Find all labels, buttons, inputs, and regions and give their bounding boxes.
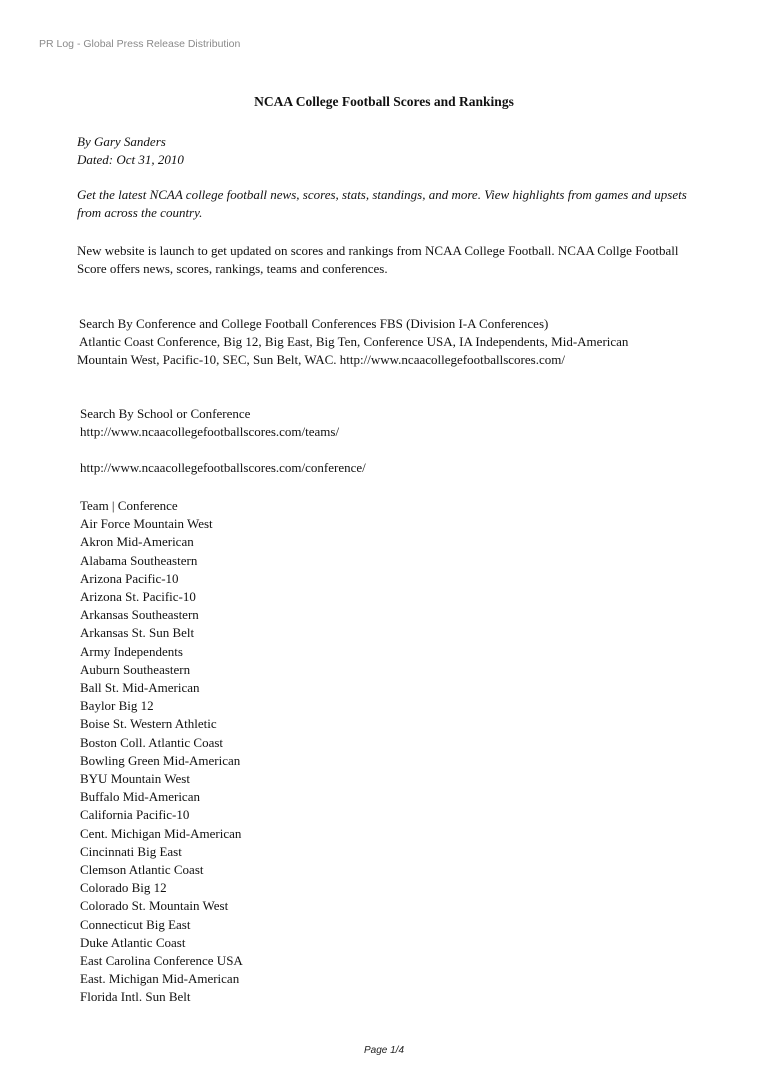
team-row: Arkansas St. Sun Belt: [80, 625, 195, 641]
team-row: Air Force Mountain West: [80, 516, 213, 532]
team-list: [80, 497, 700, 1007]
team-row: East. Michigan Mid-American: [80, 971, 240, 987]
search-conference-line-3: Mountain West, Pacific-10, SEC, Sun Belt, WAC. http://www.ncaacollegefootballscores.com/: [77, 352, 565, 368]
team-row: Cincinnati Big East: [80, 843, 182, 859]
team-row: Baylor Big 12: [80, 698, 154, 714]
team-list-header: Team | Conference: [80, 498, 178, 513]
team-row: Boston Coll. Atlantic Coast: [80, 734, 224, 750]
team-row: Army Independents: [80, 643, 183, 659]
team-row: Auburn Southeastern: [80, 661, 191, 677]
conference-url: http://www.ncaacollegefootballscores.com/conference/: [80, 460, 366, 475]
page-header-source: PR Log - Global Press Release Distribution: [39, 38, 241, 50]
team-row: Connecticut Big East: [80, 916, 191, 932]
team-row: Ball St. Mid-American: [80, 680, 200, 696]
team-row: Buffalo Mid-American: [80, 789, 200, 805]
team-row: California Pacific-10: [80, 807, 190, 823]
page-title: NCAA College Football Scores and Rankings: [254, 94, 514, 109]
team-row: Arizona St. Pacific-10: [80, 589, 196, 605]
search-conference-line-1: Search By Conference and College Football Conferences FBS (Division I-A Conferences): [79, 316, 549, 331]
team-row: Alabama Southeastern: [80, 552, 198, 568]
page-number: Page 1/4: [363, 1045, 405, 1056]
team-row: Cent. Michigan Mid-American: [80, 825, 242, 841]
team-row: Akron Mid-American: [80, 534, 194, 550]
article-intro: New website is launch to get updated on scores and rankings from NCAA College Football. NCAA Collge Football Score offers news, scores, rankings, teams and conferences.: [77, 243, 679, 277]
byline: By Gary Sanders: [77, 134, 166, 149]
team-row: Bowling Green Mid-American: [80, 752, 241, 768]
article-summary: Get the latest NCAA college football news, scores, stats, standings, and more. View highlights from games and upsets from across the country.: [77, 187, 687, 221]
team-row: Clemson Atlantic Coast: [80, 862, 204, 878]
team-row: Colorado Big 12: [80, 880, 167, 896]
team-row: East Carolina Conference USA: [80, 953, 243, 969]
teams-url: http://www.ncaacollegefootballscores.com/teams/: [80, 424, 340, 440]
team-row: BYU Mountain West: [80, 771, 190, 787]
search-by-conference-section: [79, 315, 699, 370]
team-row: Duke Atlantic Coast: [80, 934, 186, 950]
team-row: Arkansas Southeastern: [80, 607, 199, 623]
team-row: Boise St. Western Athletic: [80, 716, 217, 732]
date-line: Dated: Oct 31, 2010: [77, 152, 184, 168]
team-row: Florida Intl. Sun Belt: [80, 989, 191, 1005]
search-conference-line-2: Atlantic Coast Conference, Big 12, Big East, Big Ten, Conference USA, IA Independents, Mid-American: [79, 334, 629, 350]
search-school-heading: Search By School or Conference: [80, 406, 251, 421]
search-by-school-section: [80, 405, 700, 441]
article-meta: [77, 133, 697, 169]
team-row: Colorado St. Mountain West: [80, 898, 229, 914]
team-row: Arizona Pacific-10: [80, 570, 179, 586]
